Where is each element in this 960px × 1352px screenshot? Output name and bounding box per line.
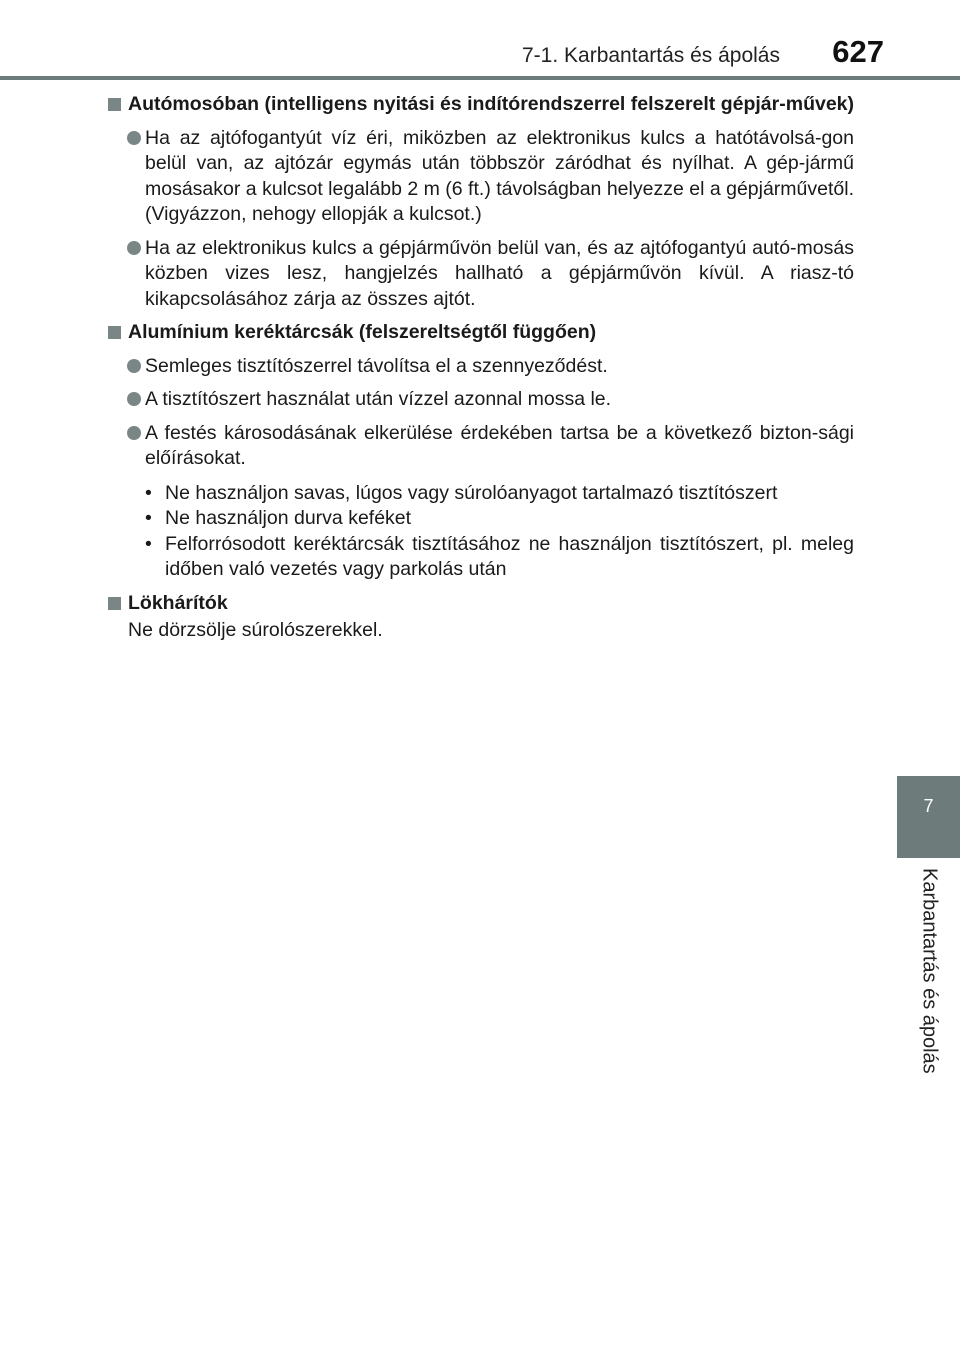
small-bullet-icon: • bbox=[145, 507, 152, 529]
sub-list-item: • Ne használjon durva keféket bbox=[108, 506, 854, 532]
sub-list-item: • Felforrósodott keréktárcsák tisztításához ne használjon tisztítószert, pl. meleg időben való vezetés vagy parkolás után bbox=[145, 532, 854, 580]
section-heading: Alumínium keréktárcsák (felszereltségtől függően) bbox=[108, 320, 854, 346]
page-content bbox=[108, 92, 854, 652]
chapter-side-label bbox=[897, 868, 960, 1078]
chapter-tab bbox=[897, 776, 960, 858]
list-item: Semleges tisztítószerrel távolítsa el a szennyeződést. bbox=[108, 354, 854, 380]
page-number: 627 bbox=[832, 34, 884, 69]
header-divider bbox=[0, 76, 960, 80]
chapter-side-label-text: Karbantartás és ápolás bbox=[918, 868, 940, 1074]
round-bullet-icon bbox=[127, 392, 141, 406]
section-car-wash bbox=[108, 92, 854, 312]
sub-list-item: • Ne használjon savas, lúgos vagy súrolóanyagot tartalmazó tisztítószert bbox=[108, 481, 854, 507]
square-bullet-icon bbox=[108, 597, 121, 610]
list-item: Ha az ajtófogantyút víz éri, miközben az elektronikus kulcs a hatótávolsá-gon belül van, az ajtózár egymás után többször záródhat és nyílhat. A gép-jármű mosásakor a kulcsot legalább 2 m (6 ft.) távolságban helyezze el a gépjárművetől. (Vigyázzon, nehogy ellopják a kulcsot.) bbox=[108, 126, 854, 228]
square-bullet-icon bbox=[108, 98, 121, 111]
round-bullet-icon bbox=[127, 131, 141, 145]
list-item: Ha az elektronikus kulcs a gépjárművön belül van, és az ajtófogantyú autó-mosás közben vizes lesz, hangjelzés hallható a gépjárművön kívül. A riasz-tó kikapcsolásához zárja az összes ajtót. bbox=[108, 236, 854, 313]
sub-list bbox=[108, 481, 854, 583]
list-item: A tisztítószert használat után vízzel azonnal mossa le. bbox=[108, 387, 854, 413]
square-bullet-icon bbox=[108, 326, 121, 339]
small-bullet-icon: • bbox=[145, 481, 152, 504]
header-section-title: 7-1. Karbantartás és ápolás bbox=[522, 44, 780, 67]
section-aluminium-wheels bbox=[108, 320, 854, 583]
section-bumpers bbox=[108, 591, 854, 644]
list-item: A festés károsodásának elkerülése érdekében tartsa be a következő bizton-sági előírásokat. bbox=[108, 421, 854, 472]
round-bullet-icon bbox=[127, 241, 141, 255]
section-text: Ne dörzsölje súrolószerekkel. bbox=[128, 619, 383, 641]
chapter-number: 7 bbox=[923, 796, 934, 816]
section-heading: Autómosóban (intelligens nyitási és indítórendszerrel felszerelt gépjár-művek) bbox=[108, 92, 854, 118]
section-heading: Lökhárítók bbox=[108, 591, 854, 617]
round-bullet-icon bbox=[127, 426, 141, 440]
small-bullet-icon: • bbox=[145, 532, 152, 555]
round-bullet-icon bbox=[127, 359, 141, 373]
